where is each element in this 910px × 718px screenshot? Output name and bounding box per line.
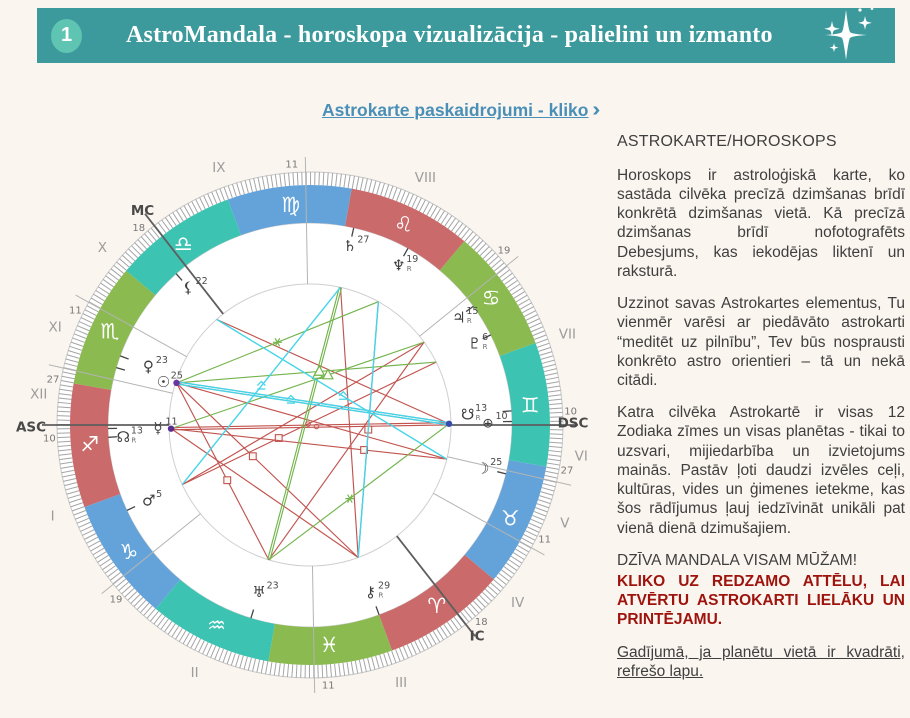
panel-paragraph-3: Katra cilvēka Astrokartē ir visas 12 Zodiaka zīmes un visas planētas - tikai to uzsvari, mijiedarbība un izvietojums mainās. Pastāv ļoti daudzi izvēles ceļi, kultūras, vides un ģimenes ietekme, kas šos rādījumus ļauj iedzīvināt unikāli pat vienā dienā dzimušajiem. [617,404,905,537]
panel-paragraph-2: Uzzinot savas Astrokartes elementus, Tu vienmēr varēsi ar piedāvāto astrokarti “meditēt uz pilnību”, Tev būs nosprausti konkrēto astro orientieri – tā un nekā citādi. [617,295,905,390]
svg-text:☊: ☊ [116,427,131,446]
svg-text:10: 10 [564,406,578,418]
svg-text:♋: ♋ [481,286,501,311]
svg-text:11: 11 [321,680,335,692]
svg-text:♈: ♈ [427,594,447,619]
svg-text:10: 10 [42,433,56,445]
mandala-line: DZĪVA MANDALA VISAM MŪŽAM! [617,551,858,569]
svg-text:R: R [378,591,384,600]
svg-text:III: III [395,674,408,691]
svg-text:VII: VII [558,326,576,343]
svg-text:MC: MC [130,203,155,220]
svg-text:13: 13 [130,425,143,437]
svg-text:♌: ♌ [393,212,413,237]
svg-text:13: 13 [475,402,488,414]
svg-text:19: 19 [406,253,419,265]
svg-text:29: 29 [378,580,391,592]
svg-text:23: 23 [266,580,279,592]
svg-text:6: 6 [482,331,489,343]
svg-text:⊕: ⊕ [482,415,494,432]
astro-chart-image[interactable] [0,138,620,718]
svg-text:I: I [50,508,55,525]
svg-text:♃: ♃ [452,308,466,327]
svg-text:ASC: ASC [15,419,47,436]
svg-text:♂: ♂ [141,491,156,510]
svg-text:VIII: VIII [414,170,436,187]
refresh-note[interactable]: Gadījumā, ja planētu vietā ir kvadrāti, refrešo lapu. [617,643,905,680]
svg-text:10: 10 [495,410,508,422]
svg-text:XII: XII [30,386,48,403]
svg-text:♆: ♆ [391,256,406,275]
svg-text:11: 11 [165,416,178,428]
svg-text:♎: ♎ [173,231,193,256]
svg-text:II: II [190,664,199,681]
svg-text:18: 18 [132,223,146,235]
chevron-right-icon: › [592,99,601,121]
svg-text:⚷: ⚷ [365,582,377,601]
step-number-badge: 1 [51,19,82,53]
svg-text:♊: ♊ [520,393,540,418]
svg-text:R: R [131,436,137,445]
svg-text:IC: IC [469,628,485,645]
svg-text:♇: ♇ [467,334,482,353]
svg-text:♉: ♉ [500,506,520,531]
svg-text:X: X [97,240,108,257]
svg-text:☉: ☉ [156,373,171,392]
svg-text:R: R [475,413,481,422]
svg-text:11: 11 [285,159,299,171]
svg-text:DSC: DSC [557,415,589,432]
svg-text:11: 11 [69,305,82,317]
svg-text:15: 15 [466,305,479,317]
svg-text:XI: XI [48,319,62,336]
svg-text:23: 23 [155,355,168,367]
svg-text:V: V [560,515,570,532]
svg-text:♓: ♓ [319,633,339,658]
svg-text:♀: ♀ [142,357,154,376]
astrokarte-link[interactable] [322,99,600,122]
svg-text:☋: ☋ [460,405,475,424]
svg-text:27: 27 [357,234,370,246]
page-title: AstroMandala - horoskopa vizualizācija - palielini un izmanto [126,22,773,48]
svg-text:R: R [466,316,472,325]
svg-text:♒: ♒ [207,613,227,638]
svg-text:IX: IX [212,160,226,177]
svg-text:♄: ♄ [343,236,357,255]
svg-text:19: 19 [497,245,511,257]
svg-text:☿: ☿ [153,419,163,438]
svg-text:♐: ♐ [80,432,100,457]
astrokarte-link-label: Astrokarte paskaidrojumi - kliko [322,100,589,120]
svg-text:19: 19 [109,594,123,606]
svg-text:♍: ♍ [281,192,301,217]
svg-text:R: R [406,264,412,273]
header-banner [37,8,895,63]
panel-paragraph-1: Horoskops ir astroloģiskā karte, ko sastāda cilvēka precīzā dzimšanas brīdī konkrētā dzimšanas vietā. Kā precīzā dzimšanas brīdī nofotografēts Debesjums, kas iekodējas liktenī un raksturā. [617,166,905,280]
svg-text:25: 25 [170,370,183,382]
svg-text:♏: ♏ [100,319,120,344]
svg-text:5: 5 [156,489,163,501]
svg-text:IV: IV [510,594,525,611]
svg-text:☽: ☽ [475,459,490,478]
svg-text:VI: VI [574,448,588,465]
svg-text:R: R [482,342,488,351]
info-panel [617,132,905,681]
cta-text: KLIKO UZ REDZAMO ATTĒLU, LAI ATVĒRTU ASTROKARTI LIELĀKU UN PRINTĒJAMU. [617,572,905,629]
svg-text:♅: ♅ [252,582,266,601]
svg-text:11: 11 [538,534,551,546]
svg-text:18: 18 [474,616,488,628]
svg-text:22: 22 [195,276,208,288]
svg-text:25: 25 [490,457,503,469]
sparkle-icon [819,6,881,65]
svg-text:♑: ♑ [119,539,139,564]
svg-text:⚸: ⚸ [182,278,194,297]
svg-text:27: 27 [560,465,574,477]
panel-heading: ASTROKARTE/HOROSKOPS [617,133,837,150]
svg-text:27: 27 [46,374,60,386]
